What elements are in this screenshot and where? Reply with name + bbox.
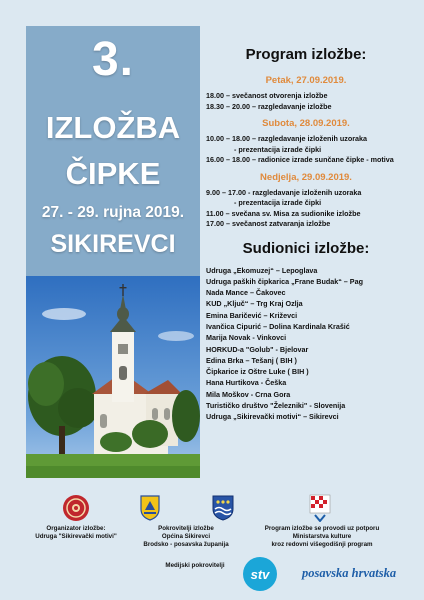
participants-list <box>206 265 406 423</box>
media-sponsors-label: Medijski pokrovitelji <box>165 562 225 569</box>
stv-logo-text: stv <box>250 567 270 582</box>
participant-item: Hana Hurtikova - Češka <box>206 378 287 388</box>
participant-item: Ivančica Cipurić – Dolina Kardinala Krašić <box>206 321 350 331</box>
participant-item: Udruga paških čipkarica „Frane Budak“ – Pag <box>206 276 363 286</box>
organizer-label: Organizator izložbe: <box>46 525 106 532</box>
organizer-caption <box>24 525 128 541</box>
program-item: 17.00 – svečanost zatvaranja izložbe <box>206 219 331 228</box>
ministry-logo-icon <box>309 494 331 522</box>
event-place: SIKIREVCI <box>50 230 176 258</box>
ministry-line: Program izložbe se provodi uz potporu <box>264 525 380 532</box>
participant-item: Emina Baričević – Križevci <box>206 310 298 320</box>
sponsor-municipality: Općina Sikirevci <box>161 533 211 540</box>
posavska-hrvatska-logo: posavska hrvatska <box>302 566 397 580</box>
participant-item: Turističko društvo "Železniki" - Slovenija <box>206 401 346 411</box>
stv-logo-icon <box>242 556 278 592</box>
participant-item: Udruga „Ekomuzej“ – Lepoglava <box>206 265 318 275</box>
title-panel <box>26 26 200 478</box>
ministry-caption <box>256 525 388 549</box>
day-title: Petak, 27.09.2019. <box>265 75 347 86</box>
participant-item: Čipkarice iz Oštre Luke ( BIH ) <box>206 367 309 377</box>
edition-number: 3. <box>91 33 135 86</box>
program-day <box>206 172 406 230</box>
program-day <box>206 118 406 166</box>
ministry-line: Ministarstva kulture <box>292 533 352 540</box>
sponsors-caption <box>126 525 246 549</box>
participant-item: Udruga „Sikirevački motivi“ – Sikirevci <box>206 412 339 422</box>
participant-item: Nada Mance – Čakovec <box>206 288 286 298</box>
program-item: 18.30 – 20.00 – razgledavanje izložbe <box>206 101 332 111</box>
organizer-logo-icon <box>62 494 90 522</box>
day-title: Nedjelja, 29.09.2019. <box>260 171 352 183</box>
organizer-name: Udruga "Sikirevački motivi" <box>35 533 117 540</box>
program-item: 10.00 – 18.00 – razgledavanje izloženih uzoraka <box>206 134 367 143</box>
ministry-line: kroz redovni višegodišnji program <box>271 541 373 548</box>
participant-item: Mila Moškov - Crna Gora <box>206 389 291 399</box>
sponsors-label: Pokrovitelji izložbe <box>158 525 214 532</box>
program-item: 18.00 – svečanost otvorenja izložbe <box>206 91 328 100</box>
participant-item: HORKUD-a "Golub" - Bjelovar <box>206 344 309 354</box>
participant-item: KUD „Ključ“ – Trg Kraj Ozlja <box>206 299 303 309</box>
program-item: 9.00 – 17.00 - razgledavanje izloženih uzoraka <box>206 187 362 197</box>
sponsor-county: Brodsko - posavska županija <box>143 541 229 548</box>
municipality-coat-of-arms-icon <box>140 495 160 521</box>
program-day <box>206 75 406 112</box>
title-line-2: ČIPKE <box>65 156 161 191</box>
program-item: - prezentacija izrade čipki <box>234 144 322 154</box>
participants-heading: Sudionici izložbe: <box>242 239 370 257</box>
program-item: - prezentacija izrade čipki <box>234 198 322 207</box>
church-photo <box>26 276 200 478</box>
county-coat-of-arms-icon <box>212 495 234 521</box>
title-line-1: IZLOŽBA <box>45 110 181 145</box>
program-item: 16.00 – 18.00 – radionice izrade sunčane čipke - motiva <box>206 155 394 164</box>
day-title: Subota, 28.09.2019. <box>262 118 350 129</box>
program-item: 11.00 – svečana sv. Misa za sudionike izložbe <box>206 208 361 218</box>
participant-item: Edina Brka – Tešanj ( BIH ) <box>206 355 297 365</box>
event-dates: 27. - 29. rujna 2019. <box>41 204 185 221</box>
participant-item: Marija Novak - Vinkovci <box>206 333 287 343</box>
program-heading: Program izložbe: <box>245 46 367 63</box>
program-section <box>206 46 406 423</box>
